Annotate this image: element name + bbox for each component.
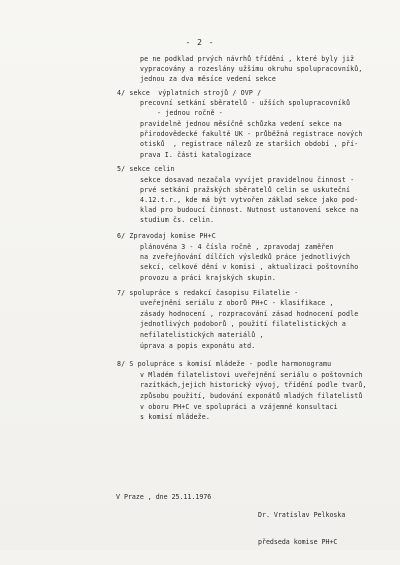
text-line: prvé setkání pražských sběratelů celin se uskuteční (140, 186, 351, 194)
section-heading: 6/ Zpravodaj komise PH+C (117, 232, 216, 240)
section-heading: 5/ sekce celin (117, 165, 175, 173)
text-line: - jednou ročně - (157, 109, 223, 117)
text-line: nefilatelistických materiálů , (140, 331, 264, 339)
section-heading: 4/ sekce výplatních strojů / OVP / (117, 89, 262, 97)
text-line: studium čs. celin. (140, 216, 215, 224)
text-line: prava I. části katalogizace (140, 151, 252, 159)
text-line: úprava a popis exponátu atd. (140, 342, 256, 350)
text-line: způsobu použití, budování exponátů mladých filatelistů (140, 392, 363, 400)
text-line: sekce dosavad nezačala vyvíjet pravidelnou činnost - (140, 176, 355, 184)
text-line: na zveřejňování dílčích výsledků práce jednotlivých (140, 253, 351, 261)
text-line: razítkách,jejich historický vývoj, třídění podle tvarů, (140, 381, 367, 389)
page-number: - 2 - (185, 38, 215, 47)
text-line: klad pro budoucí činnost. Nutnost ustanovení sekce na (140, 206, 359, 214)
text-line: zásady hodnocení , rozpracování zásad hodnocení podle (140, 310, 359, 318)
section-heading: 7/ spolupráce s redakcí časopisu Filatelie - (117, 289, 299, 297)
text-line: provozu a práci krajských skupin. (140, 274, 276, 282)
signature-block (258, 493, 345, 565)
text-line: sekcí, celkové dění v komisi , aktualizaci poštovního (140, 263, 359, 271)
text-line: jednotlivých podoborů , použití filatelistických a (140, 320, 346, 328)
text-line: pravidelně jednou měsíčně schůzka vedení sekce na (140, 120, 342, 128)
text-line: s komisí mládeže. (140, 413, 211, 421)
text-line: v oboru PH+C ve spolupráci a vzájemné konsultaci (140, 403, 338, 411)
text-line: precovní setkání sběratelů - užších spolupracovníků (140, 99, 351, 107)
text-line: 4.12.t.r., kde má být vytvořen základ sekce jako pod- (140, 196, 359, 204)
text-line: pe ne podklad prvých návrhů třídění , které byly již (140, 55, 355, 63)
text-line: plánovéna 3 - 4 čísla ročně , zpravodaj zaměřen (140, 243, 334, 251)
text-line: jednou za dva měsíce vedení sekce (140, 75, 276, 83)
text-line: uveřejnění seriálu z oborů PH+C - klasifikace , (140, 299, 334, 307)
signatory-title: předseda komise PH+C (258, 538, 338, 546)
text-line: otisků , registrace nálezů ze starších období , pří- (140, 140, 359, 148)
text-line: v Mladém filatelistovi uveřejnění seriálu o poštovních (140, 371, 363, 379)
place-date: V Praze , dne 25.11.1976 (116, 493, 212, 501)
text-line: vypracovány a rozeslány užšímu okruhu spolupracovníků, (140, 65, 363, 73)
section-heading: 8/ S polupráce s komisí mládeže - podle harmonogramu (117, 360, 332, 368)
signatory-name: Dr. Vratislav Pelkoska (258, 511, 346, 519)
text-line: přírodovědecké fakultě UK - průběžná registrace nových (140, 130, 363, 138)
